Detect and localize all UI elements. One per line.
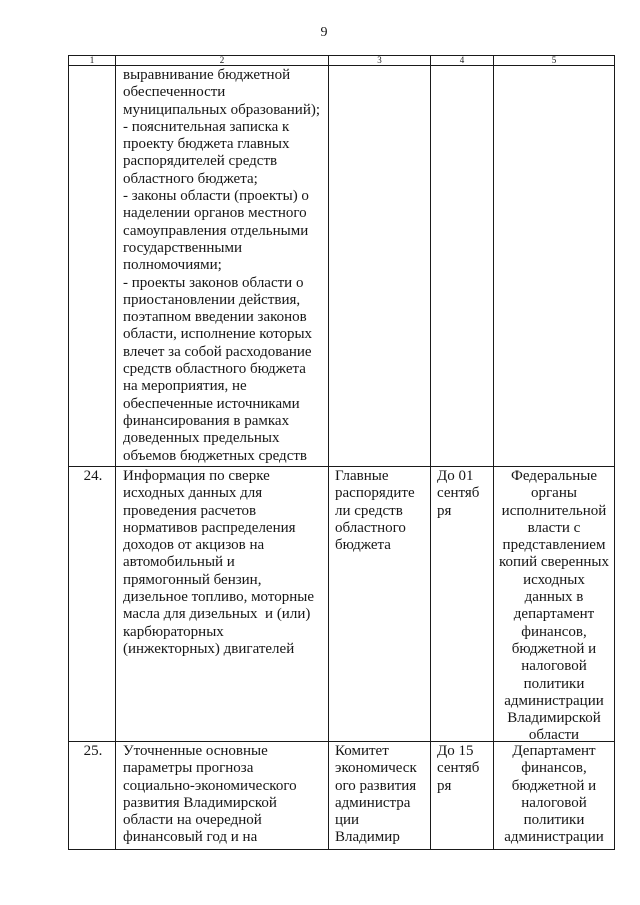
description-line: параметры прогноза bbox=[123, 760, 254, 777]
recipient-line: бюджетной и bbox=[511, 640, 597, 657]
deadline-line: сентяб bbox=[437, 485, 480, 502]
recipient-line: исходных bbox=[523, 571, 585, 588]
description-line: приостановлении действия, bbox=[123, 291, 301, 308]
description-line: доходов от акцизов на bbox=[123, 537, 265, 554]
recipient-line: области bbox=[528, 727, 580, 742]
deadline-line: ря bbox=[437, 502, 452, 519]
table-cell-number bbox=[69, 467, 116, 742]
deadline-line: До 01 bbox=[437, 468, 474, 484]
description-line: обеспеченные источниками bbox=[123, 395, 300, 412]
description-line: автомобильный и bbox=[123, 554, 235, 571]
recipient-line: финансов, bbox=[521, 760, 587, 777]
recipient-line: бюджетной и bbox=[511, 777, 597, 794]
column-number-header: 2 bbox=[116, 56, 329, 66]
description-line: поэтапном введении законов bbox=[123, 309, 307, 326]
table-cell-responsible bbox=[329, 467, 431, 742]
table-cell-number bbox=[69, 66, 116, 467]
recipient-line: Владимирской bbox=[507, 710, 601, 727]
recipient-line: представлением bbox=[502, 537, 606, 554]
recipient-line: органы bbox=[531, 485, 577, 502]
description-line: выравнивание бюджетной bbox=[123, 67, 291, 83]
description-line: областного бюджета; bbox=[123, 170, 258, 187]
responsible-line: ли средств bbox=[335, 502, 403, 519]
row-number: 24. bbox=[83, 468, 103, 484]
recipient-line: политики bbox=[523, 675, 585, 692]
description-line: - законы области (проекты) о bbox=[123, 188, 309, 205]
table-cell-description bbox=[116, 66, 329, 467]
recipient-line: копий сверенных bbox=[499, 554, 609, 571]
row-number: 25. bbox=[83, 743, 103, 759]
description-line: обеспеченности bbox=[123, 84, 226, 101]
description-line: дизельное топливо, моторные bbox=[123, 589, 314, 606]
description-line: области, исполнение которых bbox=[123, 326, 313, 343]
table-cell-responsible bbox=[329, 66, 431, 467]
description-line: карбюраторных bbox=[123, 623, 224, 640]
recipient-line: Департамент bbox=[512, 743, 596, 759]
description-line: (инжекторных) двигателей bbox=[123, 640, 295, 657]
description-line: государственными bbox=[123, 239, 242, 256]
page-number: 9 bbox=[320, 25, 328, 40]
table-cell-responsible bbox=[329, 742, 431, 850]
description-line: средств областного бюджета bbox=[123, 361, 306, 378]
description-line: развития Владимирской bbox=[123, 794, 277, 811]
description-line: нормативов распределения bbox=[123, 519, 296, 536]
description-line: Информация по сверке bbox=[123, 468, 270, 484]
description-line: финансирования в рамках bbox=[123, 412, 290, 429]
column-number-header: 5 bbox=[494, 56, 615, 66]
responsible-line: Комитет bbox=[335, 743, 389, 759]
column-number-header: 1 bbox=[69, 56, 116, 66]
description-line: прямогонный бензин, bbox=[123, 571, 262, 588]
table-cell-deadline bbox=[431, 467, 494, 742]
table-cell-description bbox=[116, 467, 329, 742]
description-line: проекту бюджета главных bbox=[123, 136, 290, 153]
recipient-line: администрации bbox=[504, 692, 604, 709]
table-cell-recipient bbox=[494, 66, 615, 467]
recipient-line: власти с bbox=[527, 519, 581, 536]
description-line: муниципальных образований); bbox=[123, 101, 321, 118]
description-line: полномочиями; bbox=[123, 257, 222, 274]
responsible-line: администра bbox=[335, 794, 411, 811]
description-line: области на очередной bbox=[123, 812, 262, 829]
description-line: влечет за собой расходование bbox=[123, 343, 312, 360]
column-number-header: 4 bbox=[431, 56, 494, 66]
description-line: доведенных предельных bbox=[123, 430, 280, 447]
responsible-line: ции bbox=[335, 812, 360, 829]
recipient-line: данных в bbox=[524, 589, 584, 606]
description-line: самоуправления отдельными bbox=[123, 222, 309, 239]
deadline-line: ря bbox=[437, 777, 452, 794]
recipient-line: налоговой bbox=[521, 658, 587, 675]
table-cell-deadline bbox=[431, 66, 494, 467]
description-line: наделении органов местного bbox=[123, 205, 307, 222]
deadline-line: сентяб bbox=[437, 760, 480, 777]
description-line: финансовый год и на bbox=[123, 829, 258, 846]
recipient-line: налоговой bbox=[521, 794, 587, 811]
description-line: Уточненные основные bbox=[123, 743, 268, 759]
responsible-line: распорядите bbox=[335, 485, 415, 502]
description-line: - проекты законов области о bbox=[123, 274, 304, 291]
recipient-line: исполнительной bbox=[501, 502, 607, 519]
column-number-header: 3 bbox=[329, 56, 431, 66]
responsible-line: Главные bbox=[335, 468, 389, 484]
description-line: масла для дизельных и (или) bbox=[123, 606, 311, 623]
responsible-line: ого развития bbox=[335, 777, 417, 794]
description-line: объемов бюджетных средств bbox=[123, 447, 307, 464]
table-cell-recipient bbox=[494, 467, 615, 742]
description-line: - пояснительная записка к bbox=[123, 118, 290, 135]
recipient-line: департамент bbox=[513, 606, 595, 623]
recipient-line: финансов, bbox=[521, 623, 587, 640]
table-cell-deadline bbox=[431, 742, 494, 850]
deadline-line: До 15 bbox=[437, 743, 474, 759]
table-cell-recipient bbox=[494, 742, 615, 850]
responsible-line: областного bbox=[335, 519, 406, 536]
recipient-line: Федеральные bbox=[511, 468, 597, 484]
table-cell-description bbox=[116, 742, 329, 850]
description-line: исходных данных для bbox=[123, 485, 263, 502]
schedule-table bbox=[68, 55, 615, 850]
responsible-line: экономическ bbox=[335, 760, 417, 777]
recipient-line: администрации bbox=[504, 829, 604, 846]
description-line: проведения расчетов bbox=[123, 502, 257, 519]
description-line: социально-экономического bbox=[123, 777, 297, 794]
recipient-line: политики bbox=[523, 812, 585, 829]
responsible-line: бюджета bbox=[335, 537, 391, 554]
description-line: распорядителей средств bbox=[123, 153, 278, 170]
description-line: на мероприятия, не bbox=[123, 378, 247, 395]
table-cell-number bbox=[69, 742, 116, 850]
responsible-line: Владимир bbox=[335, 829, 400, 846]
